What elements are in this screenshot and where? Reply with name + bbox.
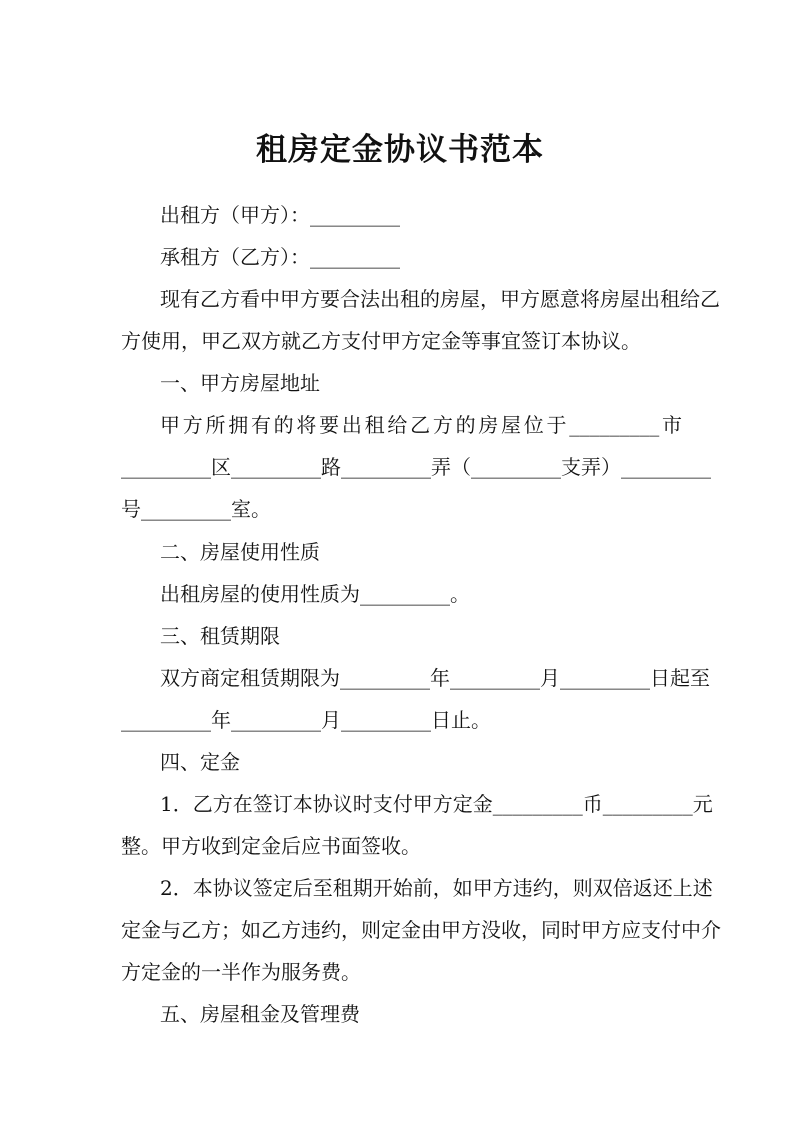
usage-paragraph: 出租房屋的使用性质为_________。 [160,582,470,606]
address-paragraph-line-2: _________区_________路_________弄（_________支弄）_________ [121,455,711,479]
section-heading-deposit: 四、定金 [160,750,240,774]
deposit-clause-2-line-2: 定金与乙方；如乙方违约，则定金由甲方没收，同时甲方应支付中介 [121,918,721,942]
section-heading-rent: 五、房屋租金及管理费 [160,1002,360,1026]
lessor-line: 出租方（甲方）：_________ [160,203,400,227]
intro-paragraph-line-2: 方使用，甲乙双方就乙方支付甲方定金等事宜签订本协议。 [121,329,641,353]
deposit-clause-2-line-3: 方定金的一半作为服务费。 [121,960,361,984]
term-paragraph-line-1: 双方商定租赁期限为_________年_________月_________日起至 [160,666,710,690]
section-heading-term: 三、租赁期限 [160,624,280,648]
lessee-line: 承租方（乙方）：_________ [160,245,400,269]
section-heading-usage: 二、房屋使用性质 [160,540,320,564]
intro-paragraph-line-1: 现有乙方看中甲方要合法出租的房屋，甲方愿意将房屋出租给乙 [160,287,720,311]
term-paragraph-line-2: _________年_________月_________日止。 [121,708,491,732]
section-heading-address: 一、甲方房屋地址 [160,371,320,395]
document-title: 租房定金协议书范本 [256,132,544,168]
deposit-clause-1-line-1: 1．乙方在签订本协议时支付甲方定金_________币_________元 [160,792,713,816]
deposit-clause-1-line-2: 整。甲方收到定金后应书面签收。 [121,834,421,858]
deposit-clause-2-line-1: 2．本协议签定后至租期开始前，如甲方违约，则双倍返还上述 [160,876,713,900]
address-paragraph-line-1: 甲方所拥有的将要出租给乙方的房屋位于_________市 [160,413,682,437]
address-paragraph-line-3: 号_________室。 [121,497,271,521]
